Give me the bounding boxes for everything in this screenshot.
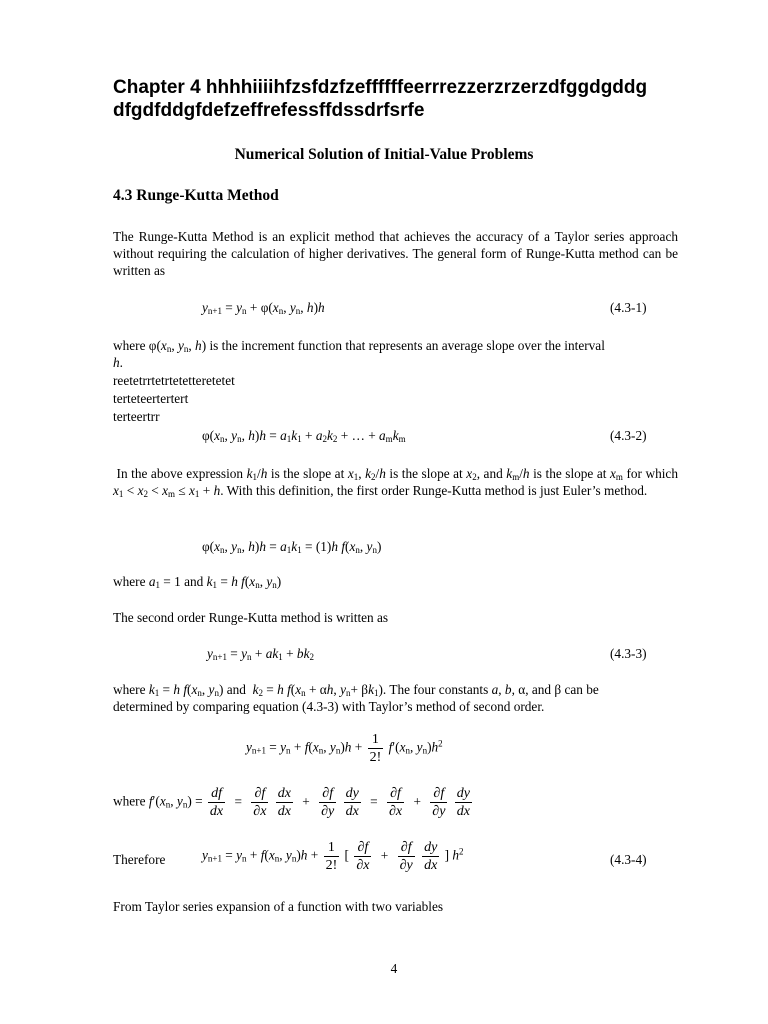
where-phi-line: where $\varphi(x_n$, $y_n$, h) is the increment function that represents an average slope over the interval — [113, 338, 605, 354]
derivative-expansion-equation: where $f'(x_n$, $y_n$) = $\frac{df}{dx}$ = $\frac{\partial f}{\partial x}$ $\frac{dx}{dx}$ + $\frac{\partial f}{\partial y}$ $\frac{dy}{dx}$ = $\frac{\partial f}{\partial x}$ + $\frac{\partial f}{\partial y}$ $\frac{dy}{dx}$ — [113, 786, 470, 819]
equation-4-3-1: $y_{n+1} = y_n + \varphi(x_n$, $y_n$, h)h — [202, 300, 325, 316]
therefore-label: Therefore — [113, 852, 166, 867]
junk-line-3: terteertrr — [113, 409, 160, 424]
heading: Numerical Solution of Initial-Value Problems — [234, 146, 534, 163]
second-order-line: The second order Runge-Kutta method is written as — [113, 610, 389, 625]
section-heading: 4.3 Runge-Kutta Method — [113, 187, 279, 204]
equation-4-3-2: $\varphi(x_n$, $y_n$, $h)h = a_1k_1 + a_2k_2$ + … + $a_mk_m$ — [202, 428, 406, 444]
fraction-one-over-two-factorial: $\frac{1}{2!}$ — [369, 732, 382, 765]
equation-4-3-4: $y_{n+1} = y_n + f(x_n$, $y_n)h$ + $\frac{1}{2!}$ [ $\frac{\partial f}{\partial x}$ + $\frac{\partial f}{\partial y}$ $\frac{dy}{dx}$ ] $h^2$ — [202, 840, 464, 873]
where-phi-text: is the increment function that represents an average slope over the interval — [209, 338, 605, 353]
equation-number-3: (4.3-3) — [610, 646, 647, 661]
page-number: 4 — [390, 961, 398, 976]
equation-4-3-3: $y_{n+1} = y_n + ak_1 + bk_2$ — [207, 646, 314, 662]
chapter-title-line-1: Chapter 4 hhhhiiiihfzsfdzfzeffffffeerrrezzerzrzerzdfggdgddg — [113, 77, 648, 98]
chapter-title-line-2: dfgdfddgfdefzeffrefessffdssdrfsrfe — [113, 100, 425, 121]
where-a1-label: where — [113, 574, 146, 589]
taylor-two-variables-line: From Taylor series expansion of a function with two variables — [113, 899, 444, 914]
equation-number-4: (4.3-4) — [610, 852, 647, 867]
interval-h: h. — [113, 355, 123, 370]
equation-number-2: (4.3-2) — [610, 428, 647, 443]
taylor-second-order-equation: $y_{n+1} = y_n + f(x_n$, $y_n)h$ + $\frac{1}{2!}$ $f'(x_n$, $y_n)h^2$ — [246, 732, 443, 765]
equation-number-1: (4.3-1) — [610, 300, 647, 315]
where-k1-k2-line: where $k_1 = h$ $f(x_n$, $y_n$) and $k_2 = h$ $f(x_n + \alpha h$, $y_n+ \beta k_1$). The four constants a, b, α, and β can be — [113, 682, 599, 698]
junk-line-2: terteteertertert — [113, 391, 189, 406]
intro-paragraph: The Runge-Kutta Method is an explicit method that achieves the accuracy of a Taylor series approach without requiring the calculation of higher derivatives. The general form of Runge-Kutta method can be written as — [113, 229, 678, 278]
slopes-paragraph: In the above expression $k_1/h$ is the slope at $x_1$, $k_2/h$ is the slope at $x_2$, and $k_m/h$ is the slope at $x_m$ for which $x_1 < x_2 < x_m \le x_1 + h$. With this definition, the first order Runge-Kutta method is just Euler’s method. — [113, 466, 678, 499]
determined-line: determined by comparing equation (4.3-3) with Taylor’s method of second order. — [113, 699, 545, 714]
junk-line-1: reetetrrtetrtetetteretetet — [113, 373, 235, 388]
can-be-text: can be — [564, 682, 599, 697]
where-a1-line: where $a_1 = 1$ and $k_1 = h$ $f(x_n$, $y_n$) — [113, 574, 282, 590]
euler-equation: $\varphi(x_n$, $y_n$, $h)h = a_1k_1 = (1)h$ $f(x_n$, $y_n$) — [202, 539, 382, 555]
